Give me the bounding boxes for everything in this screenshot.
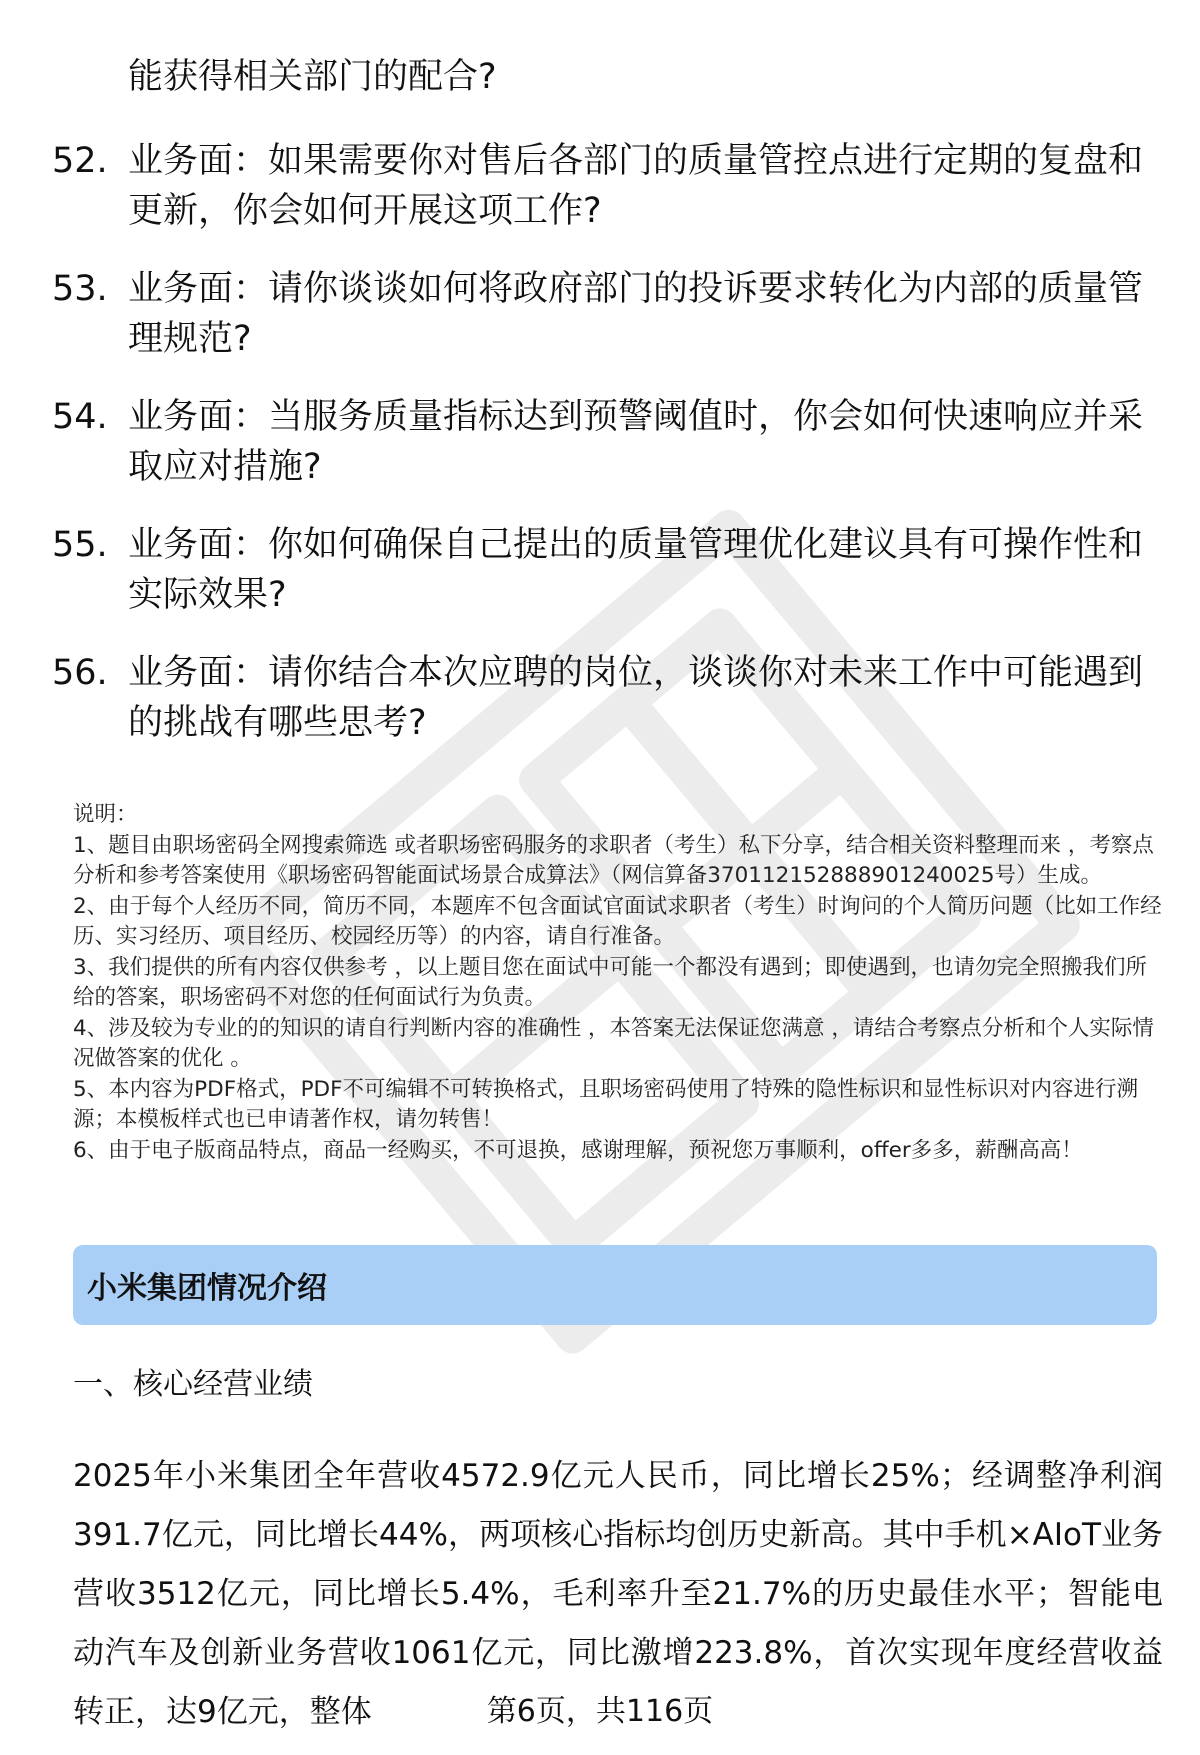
question-number: 54. (52, 397, 108, 437)
question-text: 业务面：请你结合本次应聘的岗位，谈谈你对未来工作中可能遇到的挑战有哪些思考? (128, 653, 1144, 743)
question-text: 业务面：你如何确保自己提出的质量管理优化建议具有可操作性和实际效果? (128, 525, 1144, 615)
note-item: 4、涉及较为专业的的知识的请自行判断内容的准确性 ，本答案无法保证您满意 ，请结合考察点分析和个人实际情况做答案的优化 。 (73, 1015, 1154, 1071)
section-body: 2025年小米集团全年营收4572.9亿元人民币，同比增长25%；经调整净利润391.7亿元，同比增长44%，两项核心指标均创历史新高。其中手机×AIoT业务营收3512亿元，同比增长5.4%，毛利率升至21.7%的历史最佳水平；智能电动汽车及创新业务营收1061亿元，同比激增223.8%，首次实现年度经营收益转正，达9亿元，整体 (73, 1458, 1163, 1730)
note-item: 6、由于电子版商品特点，商品一经购买，不可退换，感谢理解，预祝您万事顺利，offer多多，薪酬高高！ (73, 1137, 1083, 1163)
question-item (52, 648, 1162, 748)
question-text: 业务面：请你谈谈如何将政府部门的投诉要求转化为内部的质量管理规范? (128, 269, 1144, 359)
note-item: 1、题目由职场密码全网搜索筛选 或者职场密码服务的求职者（考生）私下分享，结合相关资料整理而来 ，考察点分析和参考答案使用《职场密码智能面试场景合成算法》（网信算备370112152888901240025号）生成。 (73, 832, 1154, 888)
question-number: 56. (52, 653, 108, 693)
disclaimer-notes (73, 800, 1163, 1166)
question-continuation: 能获得相关部门的配合? (128, 57, 497, 97)
question-list (52, 52, 1162, 748)
question-text: 业务面：如果需要你对售后各部门的质量管控点进行定期的复盘和更新，你会如何开展这项工作? (128, 141, 1144, 231)
notes-heading: 说明： (73, 802, 138, 827)
question-item (52, 136, 1162, 236)
banner-title: 小米集团情况介绍 (87, 1271, 327, 1306)
question-item (52, 520, 1162, 620)
note-item: 3、我们提供的所有内容仅供参考 ，以上题目您在面试中可能一个都没有遇到；即使遇到，也请勿完全照搬我们所给的答案，职场密码不对您的任何面试行为负责。 (73, 954, 1148, 1010)
question-item (52, 392, 1162, 492)
section-title: 一、核心经营业绩 (73, 1367, 313, 1402)
section-banner (73, 1245, 1157, 1325)
question-number: 52. (52, 141, 108, 181)
question-text: 业务面：当服务质量指标达到预警阈值时，你会如何快速响应并采取应对措施? (128, 397, 1144, 487)
question-item (52, 264, 1162, 364)
note-item: 5、本内容为PDF格式，PDF不可编辑不可转换格式，且职场密码使用了特殊的隐性标识和显性标识对内容进行溯源；本模板样式也已申请著作权，请勿转售！ (73, 1076, 1138, 1132)
page-number: 第6页，共116页 (486, 1694, 714, 1729)
question-number: 55. (52, 525, 108, 565)
question-number: 53. (52, 269, 108, 309)
note-item: 2、由于每个人经历不同，简历不同，本题库不包含面试官面试求职者（考生）时询问的个人简历问题（比如工作经历、实习经历、项目经历、校园经历等）的内容，请自行准备。 (73, 893, 1162, 949)
